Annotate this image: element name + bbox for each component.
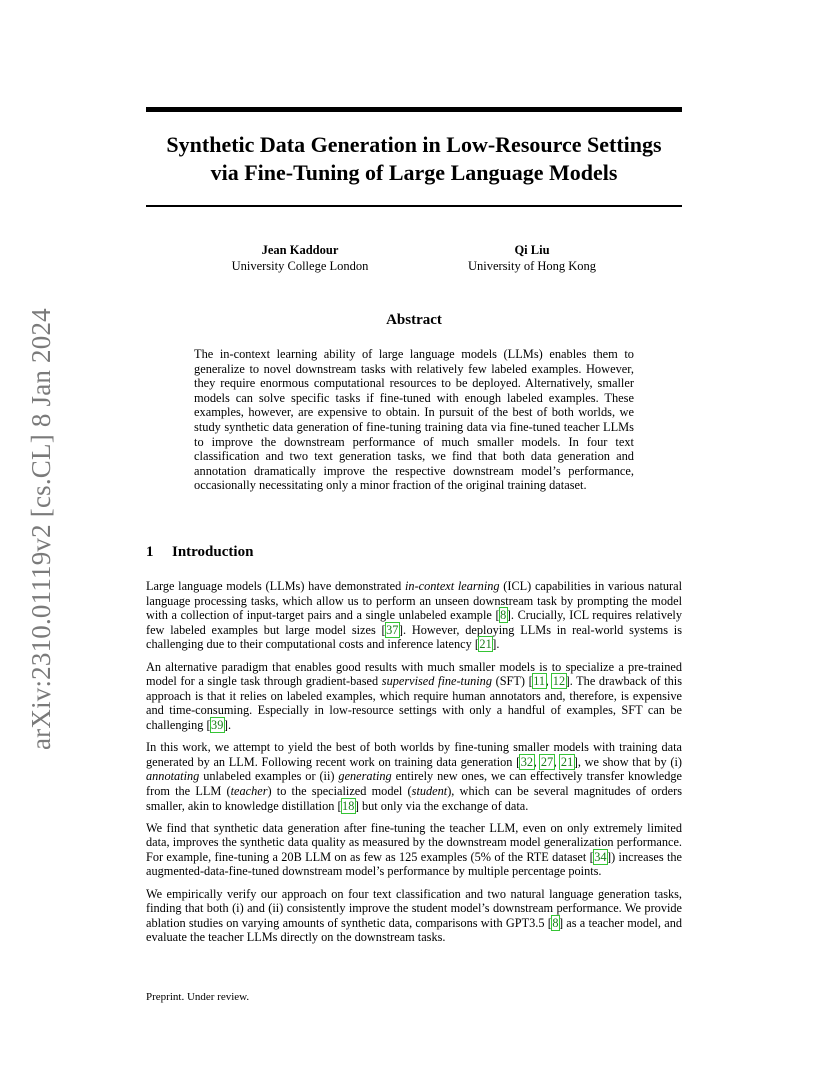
paragraph: We empirically verify our approach on four text classification and two natural language generation tasks, finding that both (i) and (ii) consistently improve the student model’s downstream performance. We provide ablation studies on varying amounts of synthetic data, comparisons with GPT3.5 [8] as a teacher model, and evaluate the teacher LLMs directly on the downstream tasks. — [146, 886, 682, 945]
paragraph: Large language models (LLMs) have demonstrated in-context learning (ICL) capabilities in various natural language processing tasks, which allow us to perform an unseen downstream task by prompting the model with a collection of input-target pairs and a single unlabeled example [8]. Crucially, ICL requires relatively few labeled examples but large model sizes [37]. However, deploying LLMs in real-world systems is challenging due to their computational costs and inference latency [21]. — [146, 579, 682, 652]
author-affiliation: University of Hong Kong — [467, 259, 597, 273]
emphasis: student — [411, 783, 448, 798]
intro-body — [146, 579, 682, 953]
section-title: Introduction — [172, 544, 254, 560]
emphasis: generating — [338, 769, 392, 784]
arxiv-stamp — [22, 300, 56, 750]
paragraph: We find that synthetic data generation after fine-tuning the teacher LLM, even on only extremely limited data, improves the synthetic data quality as measured by the downstream model generalization performance. For example, fine-tuning a 20B LLM on as few as 125 examples (5% of the RTE dataset [34]) increases the augmented-data-fine-tuned downstream model’s performance by multiple percentage points. — [146, 820, 682, 879]
author-affiliation: University College London — [231, 259, 369, 273]
citation-link[interactable]: 12 — [552, 674, 566, 689]
emphasis: in-context learning — [405, 579, 500, 593]
section-number: 1 — [146, 544, 154, 560]
abstract-heading: Abstract — [386, 312, 442, 328]
citation-link[interactable]: 32 — [520, 754, 534, 769]
author-name: Jean Kaddour — [261, 243, 339, 257]
citation-link[interactable]: 21 — [479, 637, 492, 652]
title-rule-bottom — [146, 205, 682, 207]
emphasis: annotating — [146, 769, 200, 784]
title-rule-top — [146, 107, 682, 112]
citation-link[interactable]: 11 — [533, 674, 546, 689]
arxiv-id: arXiv:2310.01119v2 [cs.CL] 8 Jan 2024 — [26, 308, 56, 750]
citation-link[interactable]: 34 — [594, 849, 607, 864]
citation-link[interactable]: 8 — [552, 915, 559, 930]
title-line-1: Synthetic Data Generation in Low-Resource Settings — [166, 132, 662, 157]
abstract-text: The in-context learning ability of large language models (LLMs) enables them to generalize to novel downstream tasks with relatively few labeled examples. However, they require enormous computational resources to be deployed. Alternatively, smaller models can solve specific tasks if fine-tuned with enough labeled examples. These examples, however, are expensive to obtain. In pursuit of the best of both worlds, we study synthetic data generation of fine-tuning training data via fine-tuned teacher LLMs to improve the downstream performance of much smaller models. In four text classification and two text generation tasks, we find that both data generation and annotation dramatically improve the respective downstream model’s performance, occasionally necessitating only a minor fraction of the original training dataset. — [194, 347, 634, 493]
citation-link[interactable]: 37 — [386, 622, 399, 637]
citation-link[interactable]: 18 — [342, 798, 355, 813]
emphasis: supervised fine-tuning — [381, 674, 492, 689]
author-block — [200, 242, 400, 274]
section-heading — [146, 544, 253, 561]
citation-link[interactable]: 8 — [500, 608, 507, 623]
title-line-2: via Fine-Tuning of Large Language Models — [210, 160, 618, 185]
paper-title — [146, 131, 682, 187]
paragraph: An alternative paradigm that enables good results with much smaller models is to specialize a pre-trained model for a single task through gradient-based supervised fine-tuning (SFT) [11, 12]. The drawback of this approach is that it relies on labeled examples, which require human annotators and, therefore, is expensive and time-consuming. Especially in low-resource settings with only a handful of examples, SFT can be challenging [39]. — [146, 659, 682, 732]
citation-link[interactable]: 27 — [540, 754, 554, 769]
author-block — [432, 242, 632, 274]
author-name: Qi Liu — [514, 243, 550, 257]
emphasis: teacher — [230, 783, 268, 798]
paragraph: In this work, we attempt to yield the best of both worlds by fine-tuning smaller models with training data generated by an LLM. Following recent work on training data generation [32, 27, 21], we show that by (i) annotating unlabeled examples or (ii) generating entirely new ones, we can effectively transfer knowledge from the LLM (teacher) to the specialized model (student), which can be several magnitudes of orders smaller, akin to knowledge distillation [18] but only via the exchange of data. — [146, 740, 683, 813]
citation-link[interactable]: 21 — [560, 754, 574, 769]
citation-link[interactable]: 39 — [211, 717, 224, 732]
footer-note: Preprint. Under review. — [146, 991, 250, 1003]
